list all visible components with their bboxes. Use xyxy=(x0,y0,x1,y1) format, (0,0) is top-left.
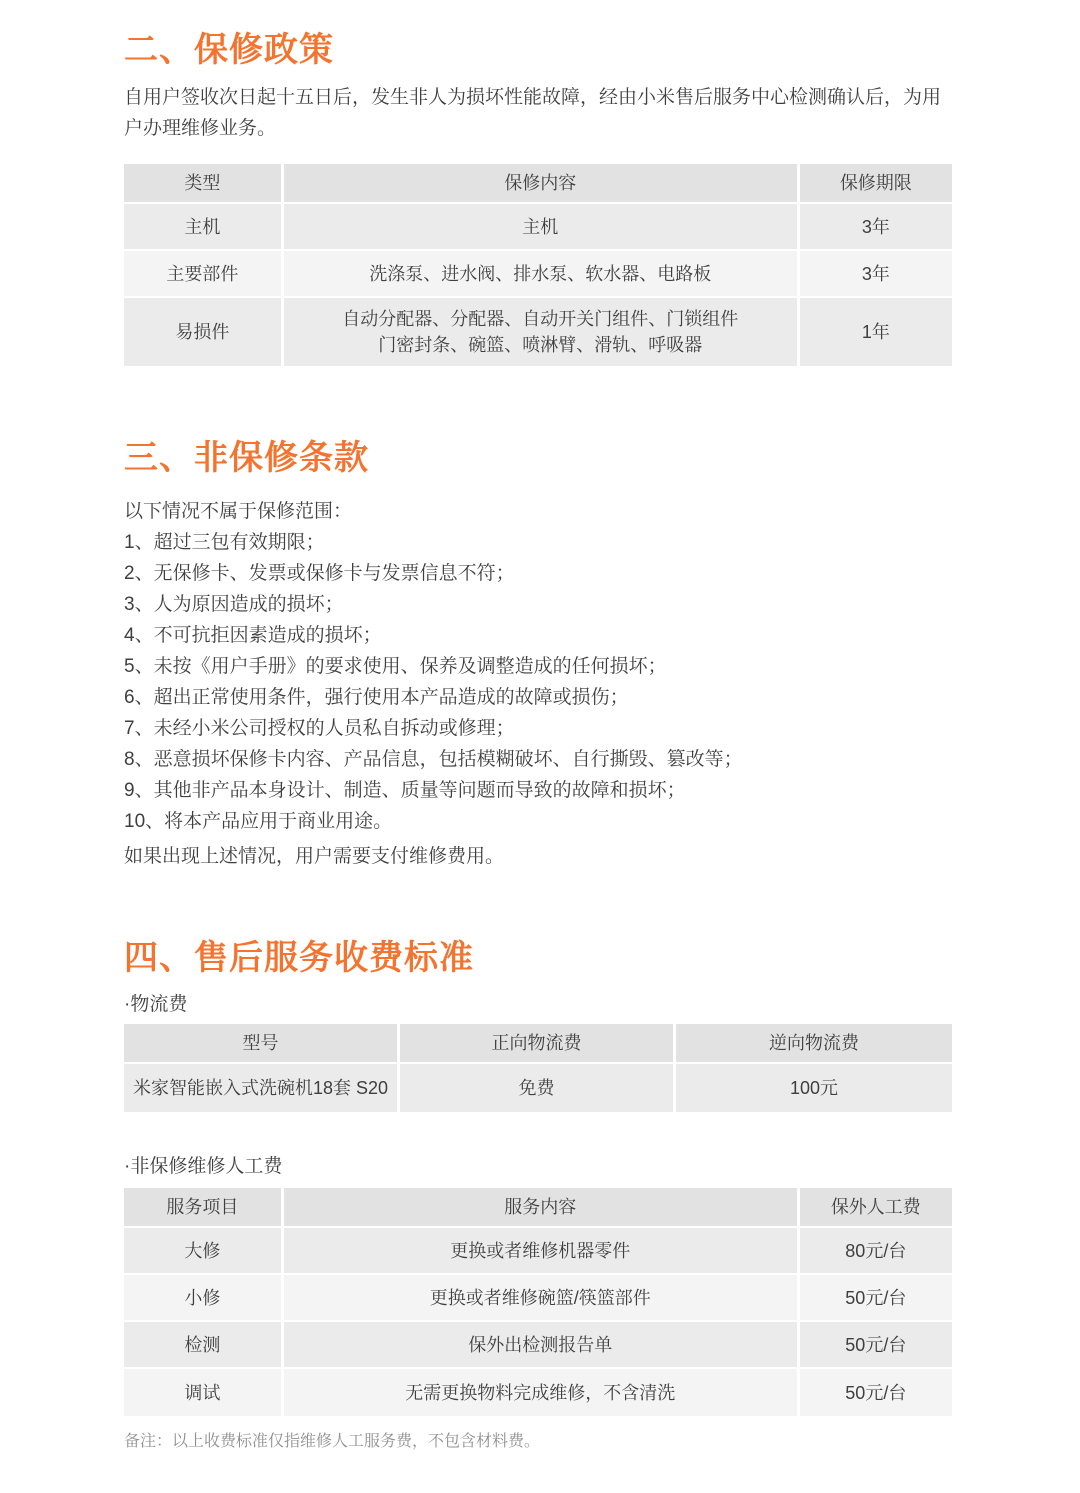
table-cell: 主要部件 xyxy=(124,251,284,298)
warranty-table xyxy=(124,164,952,366)
table-cell: 50元/台 xyxy=(800,1275,952,1322)
table-cell: 自动分配器、分配器、自动开关门组件、门锁组件 门密封条、碗篮、喷淋臂、滑轨、呼吸器 xyxy=(284,298,800,366)
list-item: 7、未经小米公司授权的人员私自拆动或修理； xyxy=(124,718,515,739)
labor-col-header-fee: 保外人工费 xyxy=(800,1188,952,1228)
table-cell: 主机 xyxy=(124,204,284,251)
warranty-col-header-type: 类型 xyxy=(124,164,284,204)
table-cell: 1年 xyxy=(800,298,952,366)
logistics-table-header-row xyxy=(124,1024,952,1064)
table-cell: 100元 xyxy=(676,1064,952,1112)
section-warranty-heading: 二、保修政策 xyxy=(124,31,334,69)
list-item: 9、其他非产品本身设计、制造、质量等问题而导致的故障和损坏； xyxy=(124,780,686,801)
table-cell: 更换或者维修机器零件 xyxy=(284,1228,800,1275)
table-cell: 50元/台 xyxy=(800,1369,952,1416)
list-item: 10、将本产品应用于商业用途。 xyxy=(124,811,393,832)
table-cell: 洗涤泵、进水阀、排水泵、软水器、电路板 xyxy=(284,251,800,298)
labor-col-header-content: 服务内容 xyxy=(284,1188,800,1228)
list-item: 3、人为原因造成的损坏； xyxy=(124,594,344,615)
labor-fee-label: ·非保修维修人工费 xyxy=(124,1156,283,1177)
table-cell: 易损件 xyxy=(124,298,284,366)
table-cell: 大修 xyxy=(124,1228,284,1275)
table-cell: 无需更换物料完成维修，不含清洗 xyxy=(284,1369,800,1416)
table-cell: 3年 xyxy=(800,251,952,298)
list-item: 8、恶意损坏保修卡内容、产品信息，包括模糊破坏、自行撕毁、篡改等； xyxy=(124,749,743,770)
table-row xyxy=(124,1275,952,1322)
table-row xyxy=(124,1228,952,1275)
nonwarranty-condition-list xyxy=(124,527,952,837)
table-row xyxy=(124,1064,952,1112)
table-cell: 小修 xyxy=(124,1275,284,1322)
warranty-col-header-content: 保修内容 xyxy=(284,164,800,204)
labor-fee-table xyxy=(124,1188,952,1416)
logistics-col-header-reverse: 逆向物流费 xyxy=(676,1024,952,1064)
table-cell: 免费 xyxy=(400,1064,676,1112)
nonwarranty-intro: 以下情况不属于保修范围： xyxy=(124,501,353,522)
warranty-table-header-row xyxy=(124,164,952,204)
section-nonwarranty-heading: 三、非保修条款 xyxy=(124,439,369,477)
list-item: 6、超出正常使用条件，强行使用本产品造成的故障或损伤； xyxy=(124,687,629,708)
table-cell: 50元/台 xyxy=(800,1322,952,1369)
labor-col-header-item: 服务项目 xyxy=(124,1188,284,1228)
table-cell: 米家智能嵌入式洗碗机18套 S20 xyxy=(124,1064,400,1112)
table-cell: 检测 xyxy=(124,1322,284,1369)
logistics-fee-table xyxy=(124,1024,952,1112)
nonwarranty-outro: 如果出现上述情况，用户需要支付维修费用。 xyxy=(124,846,505,867)
list-item: 4、不可抗拒因素造成的损坏； xyxy=(124,625,382,646)
table-cell: 3年 xyxy=(800,204,952,251)
logistics-col-header-forward: 正向物流费 xyxy=(400,1024,676,1064)
list-item: 2、无保修卡、发票或保修卡与发票信息不符； xyxy=(124,563,515,584)
table-cell: 80元/台 xyxy=(800,1228,952,1275)
table-row xyxy=(124,251,952,298)
section-fees-heading: 四、售后服务收费标准 xyxy=(124,939,474,977)
table-cell: 调试 xyxy=(124,1369,284,1416)
list-item: 5、未按《用户手册》的要求使用、保养及调整造成的任何损坏； xyxy=(124,656,667,677)
logistics-fee-label: ·物流费 xyxy=(124,994,188,1015)
table-cell: 主机 xyxy=(284,204,800,251)
labor-table-header-row xyxy=(124,1188,952,1228)
warranty-col-header-period: 保修期限 xyxy=(800,164,952,204)
table-cell: 更换或者维修碗篮/筷篮部件 xyxy=(284,1275,800,1322)
table-row xyxy=(124,1322,952,1369)
table-cell: 保外出检测报告单 xyxy=(284,1322,800,1369)
document-page xyxy=(124,30,952,1454)
table-row xyxy=(124,1369,952,1416)
logistics-col-header-model: 型号 xyxy=(124,1024,400,1064)
list-item: 1、超过三包有效期限； xyxy=(124,532,325,553)
fee-footnote: 备注：以上收费标准仅指维修人工服务费，不包含材料费。 xyxy=(124,1433,541,1450)
table-row xyxy=(124,298,952,366)
warranty-intro-paragraph: 自用户签收次日起十五日后，发生非人为损坏性能故障，经由小米售后服务中心检测确认后，为用户办理维修业务。 xyxy=(124,87,942,139)
table-row xyxy=(124,204,952,251)
